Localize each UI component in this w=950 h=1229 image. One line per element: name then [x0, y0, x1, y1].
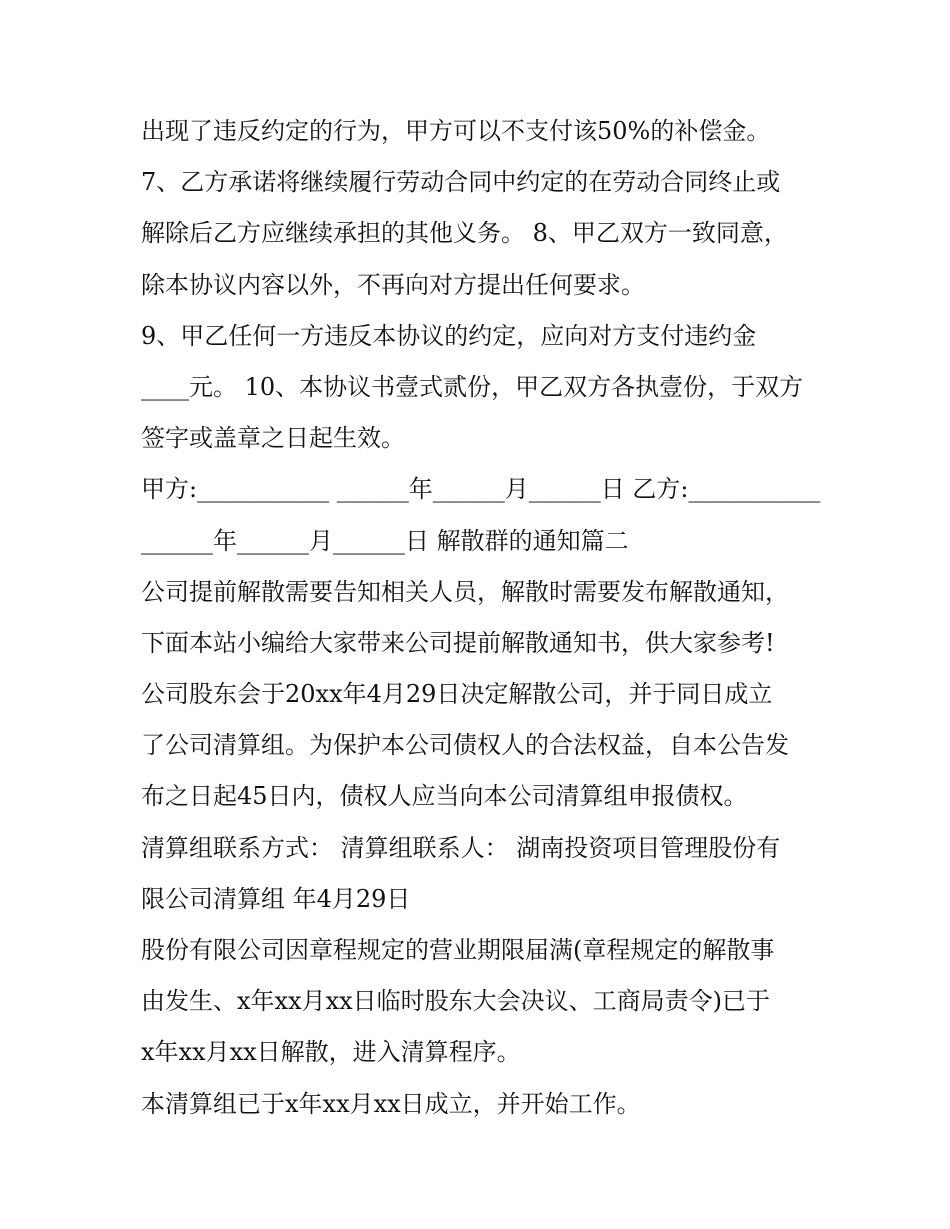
text-line: 下面本站小编给大家带来公司提前解散通知书，供大家参考!: [141, 628, 775, 657]
signature-line: 甲方:___________ ______年______月______日 乙方:___________: [141, 475, 821, 504]
text-line: ____元。 10、本协议书壹式贰份，甲乙双方各执壹份，于双方: [141, 372, 804, 401]
text-line: 解除后乙方应继续承担的其他义务。 8、甲乙双方一致同意，: [141, 219, 788, 248]
text-line: x年xx月xx日解散，进入清算程序。: [141, 1038, 521, 1067]
text-line: 本清算组已于x年xx月xx日成立，并开始工作。: [141, 1089, 641, 1118]
text-line: 股份有限公司因章程规定的营业期限届满(章程规定的解散事: [141, 936, 775, 964]
text-line: 签字或盖章之日起生效。: [141, 424, 405, 453]
text-line: 由发生、x年xx月xx日临时股东大会决议、工商局责令)已于: [141, 987, 771, 1016]
text-line: 了公司清算组。为保护本公司债权人的合法权益，自本公告发: [141, 731, 789, 760]
text-line: 公司提前解散需要告知相关人员，解散时需要发布解散通知，: [141, 577, 789, 606]
text-line: 布之日起45日内，债权人应当向本公司清算组申报债权。: [141, 782, 748, 811]
text-line: 限公司清算组 年4月29日: [141, 884, 411, 913]
text-line: 公司股东会于20xx年4月29日决定解散公司，并于同日成立: [141, 680, 773, 709]
text-line: 清算组联系方式： 清算组联系人： 湖南投资项目管理股份有: [141, 833, 781, 862]
text-line: 9、甲乙任何一方违反本协议的约定，应向对方支付违约金: [141, 321, 757, 350]
document-body: [141, 106, 831, 1130]
date-and-heading-line: ______年______月______日 解散群的通知篇二: [141, 526, 629, 555]
text-line: 出现了违反约定的行为，甲方可以不支付该50%的补偿金。: [141, 117, 771, 145]
text-line: 除本协议内容以外，不再向对方提出任何要求。: [141, 270, 645, 299]
text-line: 7、乙方承诺将继续履行劳动合同中约定的在劳动合同终止或: [141, 168, 781, 197]
